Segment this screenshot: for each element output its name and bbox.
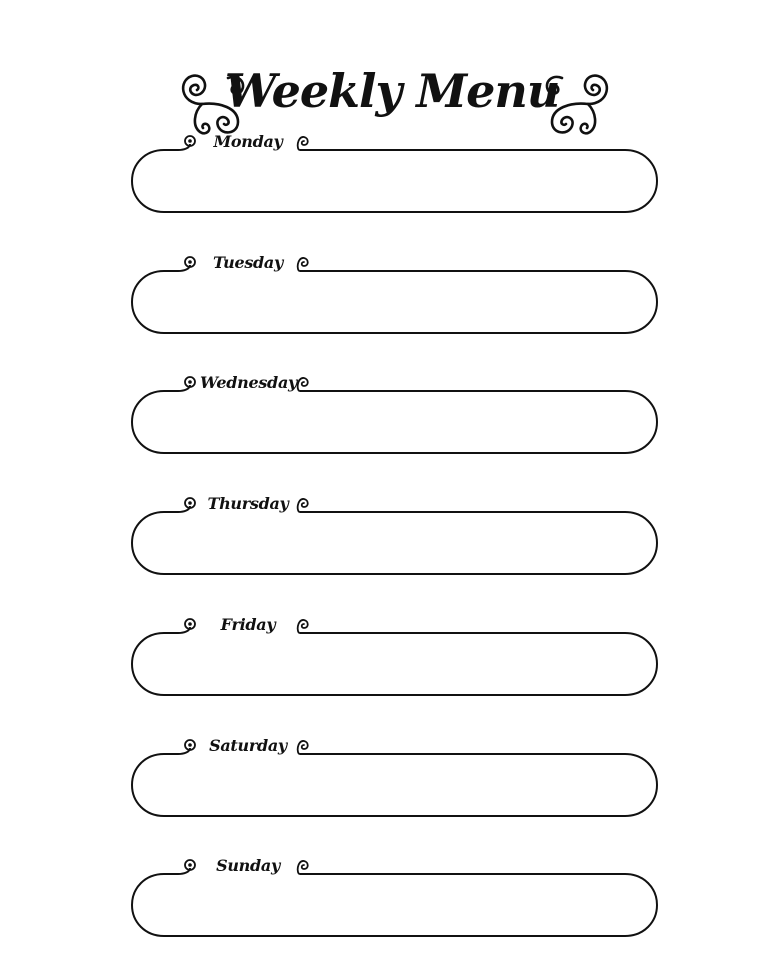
day-label: Wednesday (200, 373, 298, 392)
meal-entry-field-wednesday[interactable] (136, 395, 656, 455)
menu-header (0, 30, 784, 120)
day-label: Friday (220, 615, 276, 634)
day-label: Monday (213, 132, 283, 151)
curl-right-icon (298, 620, 308, 633)
day-section-friday (0, 615, 784, 705)
meal-entry-field-saturday[interactable] (136, 758, 656, 818)
day-label: Thursday (207, 494, 289, 513)
curl-right-icon (298, 741, 308, 754)
page-title: Weekly Menu (224, 64, 560, 118)
meal-entry-field-monday[interactable] (136, 154, 656, 214)
swirl-ornament-icon (540, 68, 618, 140)
meal-entry-field-thursday[interactable] (136, 516, 656, 576)
meal-entry-field-friday[interactable] (136, 637, 656, 697)
curl-right-icon (298, 258, 308, 271)
day-label: Saturday (209, 736, 287, 755)
day-label: Tuesday (212, 253, 283, 272)
meal-entry-field-sunday[interactable] (136, 878, 656, 938)
meal-entry-field-tuesday[interactable] (136, 275, 656, 335)
day-label: Sunday (216, 856, 280, 875)
curl-right-icon (298, 861, 308, 874)
day-section-wednesday (0, 373, 784, 463)
day-section-thursday (0, 494, 784, 584)
curl-right-icon (298, 137, 308, 150)
day-section-saturday (0, 736, 784, 826)
day-section-tuesday (0, 253, 784, 343)
day-section-sunday (0, 856, 784, 946)
day-section-monday (0, 132, 784, 222)
curl-right-icon (298, 378, 308, 391)
curl-right-icon (298, 499, 308, 512)
